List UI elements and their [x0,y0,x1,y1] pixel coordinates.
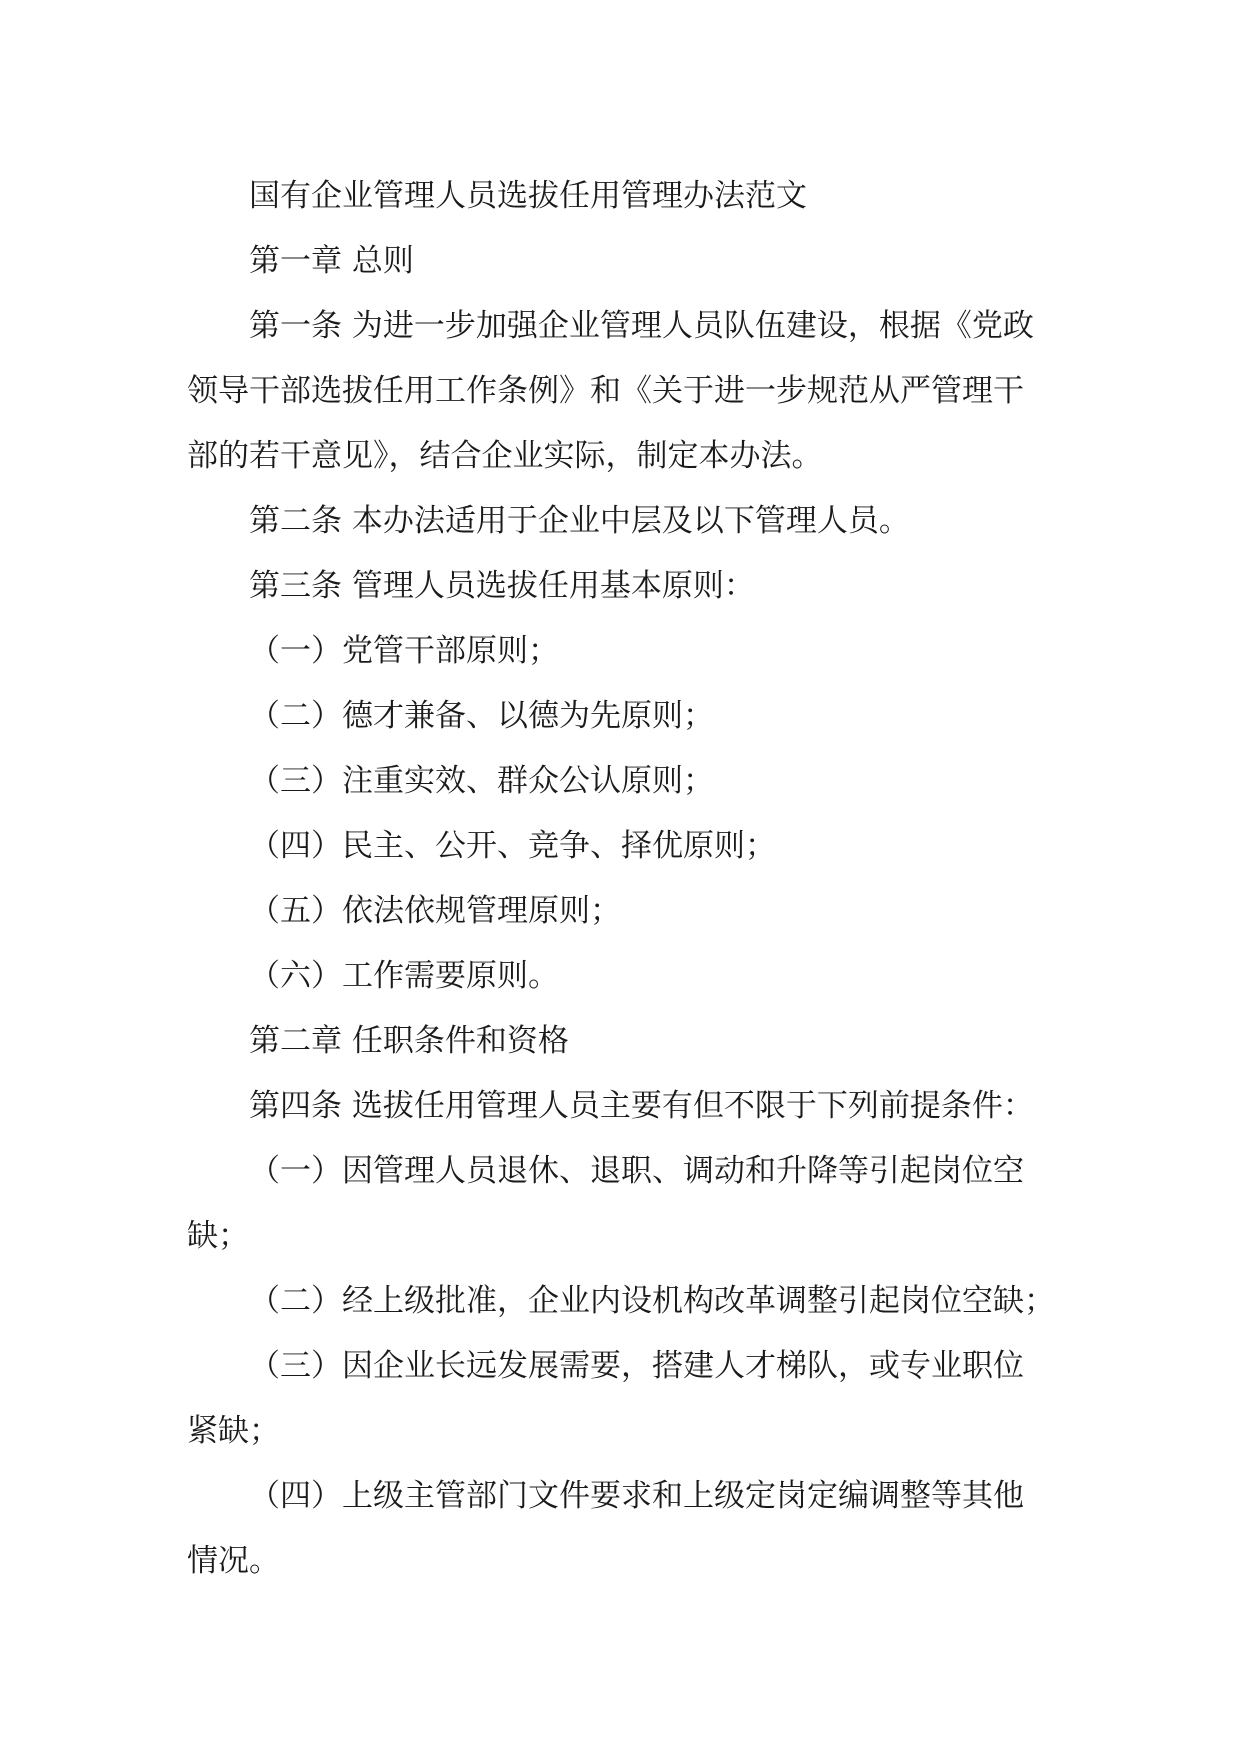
text-line: 第二条 本办法适用于企业中层及以下管理人员。 [249,503,910,539]
text-line: 情况。 [187,1543,280,1579]
document-body [187,164,1057,1594]
document-lines [187,229,1057,1594]
document-title: 国有企业管理人员选拔任用管理办法范文 [249,178,807,214]
text-line: （四）民主、公开、竞争、择优原则； [249,828,776,864]
text-line: 缺； [187,1218,249,1254]
text-line: （三）因企业长远发展需要，搭建人才梯队，或专业职位 [249,1348,1024,1384]
text-line: 部的若干意见》，结合企业实际，制定本办法。 [187,438,823,474]
text-line: （二）经上级批准，企业内设机构改革调整引起岗位空缺； [249,1283,1055,1319]
text-line: 领导干部选拔任用工作条例》和《关于进一步规范从严管理干 [187,373,1024,409]
text-line: （三）注重实效、群众公认原则； [249,763,714,799]
text-line: （六）工作需要原则。 [249,958,559,994]
text-line: 第四条 选拔任用管理人员主要有但不限于下列前提条件： [249,1088,1034,1124]
text-line: （二）德才兼备、以德为先原则； [249,698,714,734]
text-line: （五）依法依规管理原则； [249,893,621,929]
text-line: （一）党管干部原则； [249,633,559,669]
text-line: 紧缺； [187,1413,280,1449]
text-line: 第二章 任职条件和资格 [249,1023,569,1059]
text-line: 第一章 总则 [249,243,414,279]
text-line: （一）因管理人员退休、退职、调动和升降等引起岗位空 [249,1153,1024,1189]
text-line: 第三条 管理人员选拔任用基本原则： [249,568,755,604]
text-line: 第一条 为进一步加强企业管理人员队伍建设，根据《党政 [249,308,1034,344]
text-line: （四）上级主管部门文件要求和上级定岗定编调整等其他 [249,1478,1024,1514]
